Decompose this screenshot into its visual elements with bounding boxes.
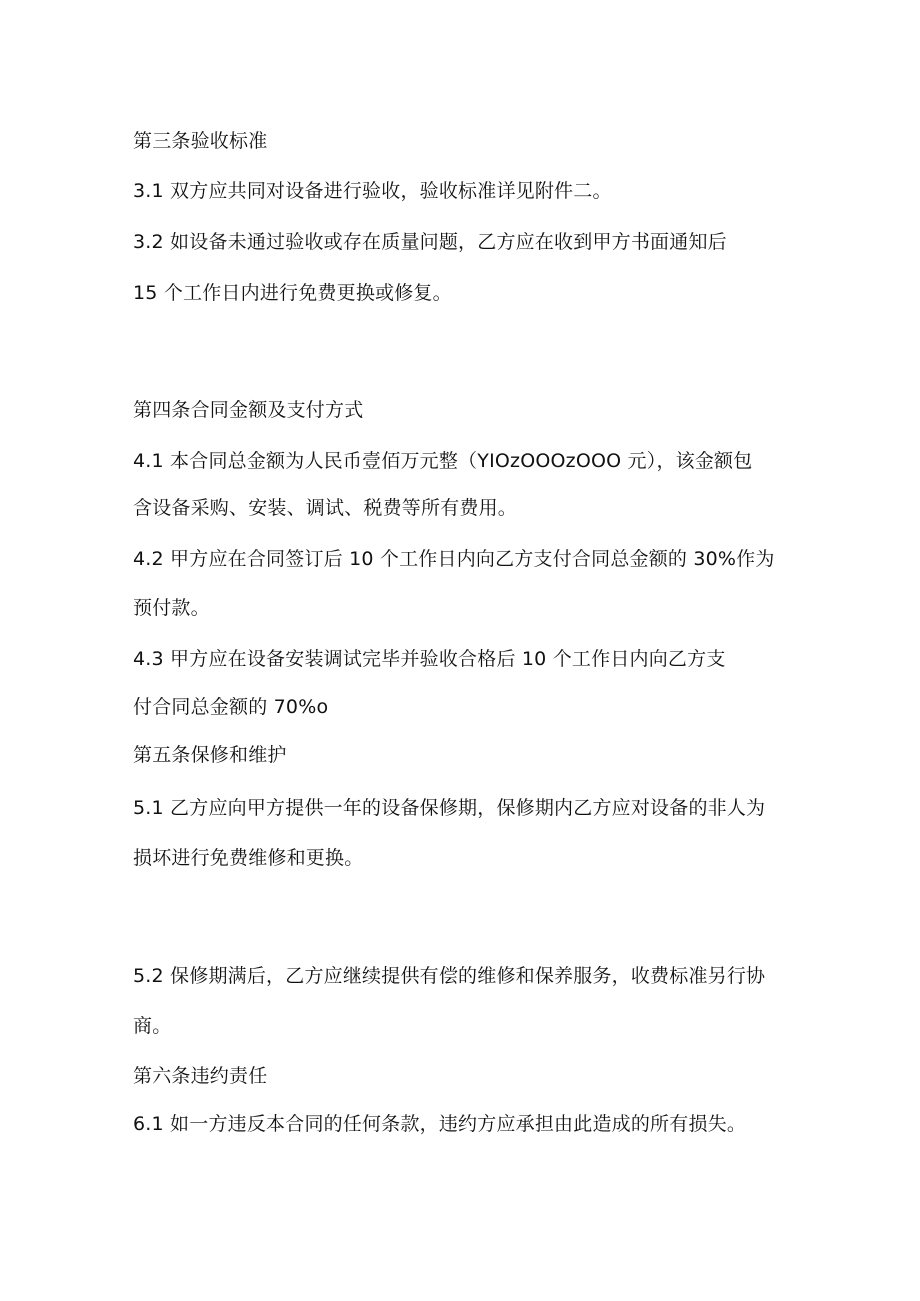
clause-4-3-line-2: 付合同总金额的 70%o	[133, 696, 329, 718]
clause-4-2-line-1: 4.2 甲方应在合同签订后 10 个工作日内向乙方支付合同总金额的 30%作为	[133, 548, 775, 570]
section-heading-4: 第四条合同金额及支付方式	[133, 399, 364, 421]
clause-5-1-line-2: 损坏进行免费维修和更换。	[133, 847, 364, 869]
clause-4-2-line-2: 预付款。	[133, 597, 210, 619]
clause-5-1-line-1: 5.1 乙方应向甲方提供一年的设备保修期，保修期内乙方应对设备的非人为	[133, 797, 766, 819]
section-heading-3: 第三条验收标准	[133, 130, 268, 152]
clause-3-1: 3.1 双方应共同对设备进行验收，验收标准详见附件二。	[133, 180, 612, 202]
clause-6-1: 6.1 如一方违反本合同的任何条款，违约方应承担由此造成的所有损失。	[133, 1113, 747, 1135]
section-heading-5: 第五条保修和维护	[133, 744, 287, 766]
clause-4-1-line-1: 4.1 本合同总金额为人民币壹佰万元整（YIOzOOOzOOO 元），该金额包	[133, 450, 753, 472]
clause-5-2-line-1: 5.2 保修期满后，乙方应继续提供有偿的维修和保养服务，收费标准另行协	[133, 965, 766, 987]
clause-5-2-line-2: 商。	[133, 1015, 172, 1037]
section-heading-6: 第六条违约责任	[133, 1065, 268, 1087]
clause-4-3-line-1: 4.3 甲方应在设备安装调试完毕并验收合格后 10 个工作日内向乙方支	[133, 648, 726, 670]
clause-4-1-line-2: 含设备采购、安装、调试、税费等所有费用。	[133, 497, 518, 519]
clause-3-2-line-1: 3.2 如设备未通过验收或存在质量问题，乙方应在收到甲方书面通知后	[133, 231, 727, 253]
clause-3-2-line-2: 15 个工作日内进行免费更换或修复。	[133, 282, 452, 304]
